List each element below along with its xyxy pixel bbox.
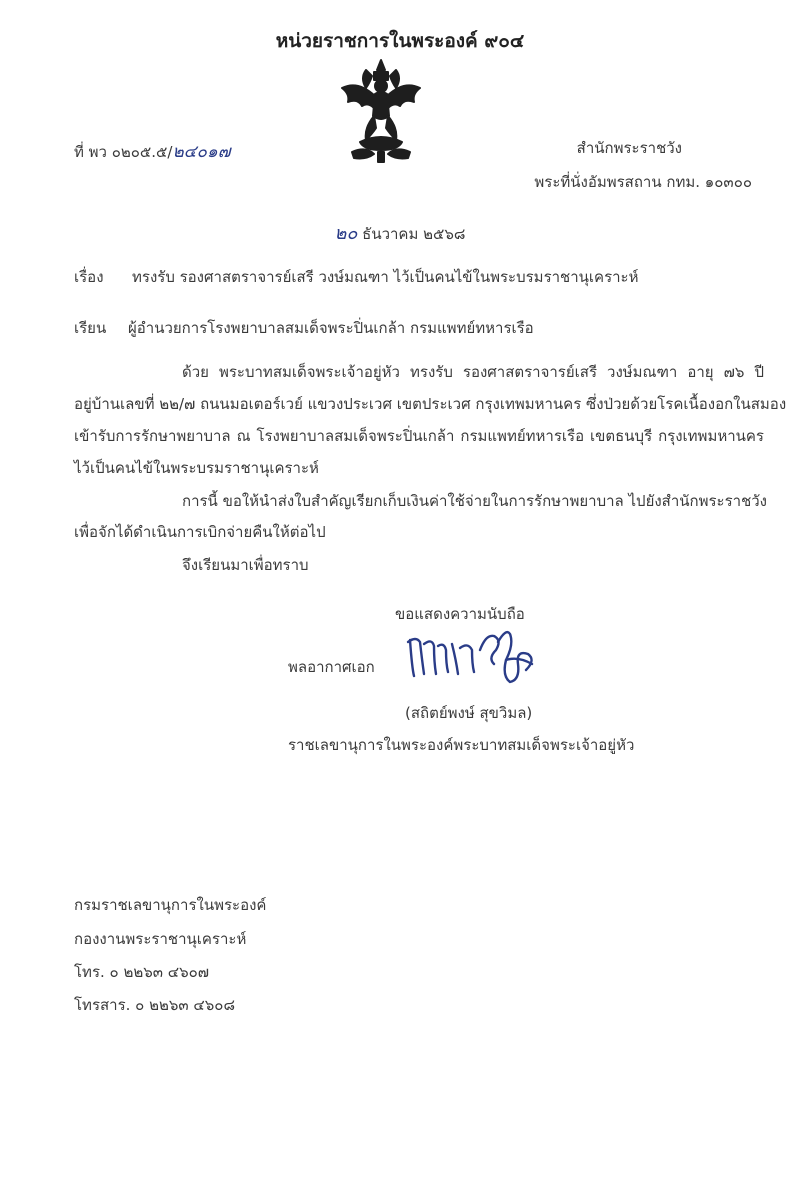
garuda-emblem-icon [336,58,426,164]
handwritten-signature-icon [402,620,542,692]
subject-label: เรื่อง [74,268,104,286]
agency-heading: หน่วยราชการในพระองค์ ๙๐๔ [275,30,525,52]
reference-number-handwritten: ๒๔๐๑๗ [172,142,231,162]
body-paragraph-2-line-1: การนี้ ขอให้นำส่งใบสำคัญเรียกเก็บเงินค่าใช้จ่ายในการรักษาพยาบาล ไปยังสำนักพระราชวัง [182,492,767,510]
recipient-label: เรียน [74,319,107,337]
reference-prefix: ที่ พว ๐๒๐๕.๕/ [74,143,173,161]
signer-title: ราชเลขานุการในพระองค์พระบาทสมเด็จพระเจ้าอยู่หัว [288,736,635,754]
document-reference [74,138,231,165]
body-paragraph-1-line-1: ด้วย พระบาทสมเด็จพระเจ้าอยู่หัว ทรงรับ รองศาสตราจารย์เสรี วงษ์มณฑา อายุ ๗๖ ปี [182,363,764,381]
footer-fax: โทรสาร. ๐ ๒๒๖๓ ๔๖๐๘ [74,996,236,1014]
body-paragraph-1-line-4: ไว้เป็นคนไข้ในพระบรมราชานุเคราะห์ [74,459,319,477]
closing-salutation: ขอแสดงความนับถือ [395,605,525,623]
date-day-handwritten: ๒๐ [334,223,358,244]
date-month-year: ธันวาคม ๒๕๖๘ [362,225,466,243]
subject-text: ทรงรับ รองศาสตราจารย์เสรี วงษ์มณฑา ไว้เป็นคนไข้ในพระบรมราชานุเคราะห์ [132,268,639,286]
letter-date [0,218,800,247]
footer-phone: โทร. ๐ ๒๒๖๓ ๔๖๐๗ [74,963,210,981]
body-paragraph-3: จึงเรียนมาเพื่อทราบ [182,556,309,574]
signer-name: (สถิตย์พงษ์ สุขวิมล) [405,704,533,722]
footer-division: กองงานพระราชานุเคราะห์ [74,930,247,948]
office-name: สำนักพระราชวัง [576,139,682,157]
body-paragraph-1-line-2: อยู่บ้านเลขที่ ๒๒/๗ ถนนมอเตอร์เวย์ แขวงประเวศ เขตประเวศ กรุงเทพมหานคร ซึ่งป่วยด้วยโรคเนื้องอกในสมอง [74,395,787,413]
footer-department: กรมราชเลขานุการในพระองค์ [74,896,267,914]
body-paragraph-2-line-2: เพื่อจักได้ดำเนินการเบิกจ่ายคืนให้ต่อไป [74,523,326,541]
recipient-text: ผู้อำนวยการโรงพยาบาลสมเด็จพระปิ่นเกล้า กรมแพทย์ทหารเรือ [128,319,534,337]
body-paragraph-1-line-3: เข้ารับการรักษาพยาบาล ณ โรงพยาบาลสมเด็จพระปิ่นเกล้า กรมแพทย์ทหารเรือ เขตธนบุรี กรุงเทพมหานคร [74,427,764,445]
signer-rank: พลอากาศเอก [288,658,375,676]
office-address: พระที่นั่งอัมพรสถาน กทม. ๑๐๓๐๐ [534,173,752,191]
